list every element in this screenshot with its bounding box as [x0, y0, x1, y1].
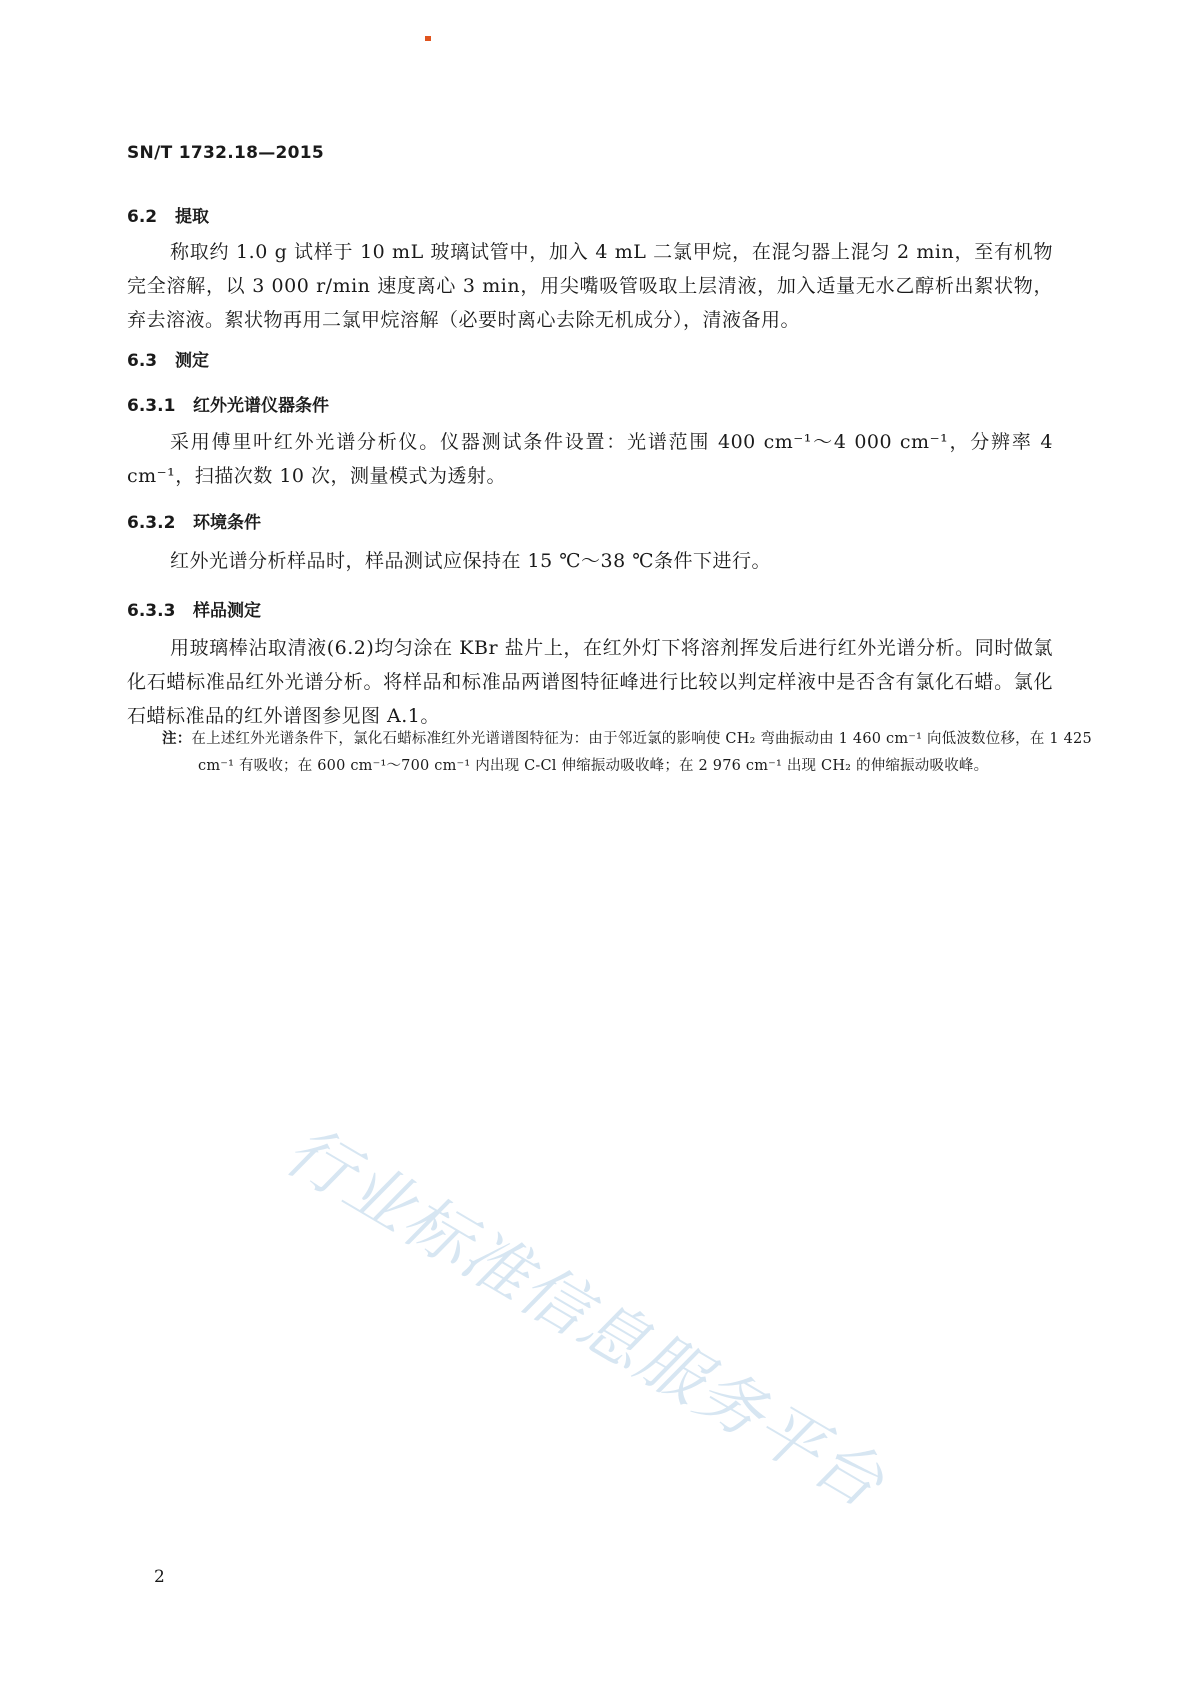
section-number: 6.3.2 — [127, 513, 176, 533]
paragraph-sample-test: 用玻璃棒沾取清液(6.2)均匀涂在 KBr 盐片上，在红外灯下将溶剂挥发后进行红外光谱分析。同时做氯化石蜡标准品红外光谱分析。将样品和标准品两谱图特征峰进行比较以判定样液中是否含有氯化石蜡。氯化石蜡标准品的红外谱图参见图 A.1。 — [127, 637, 1053, 727]
section-title: 测定 — [175, 351, 209, 371]
section-heading-6-2 — [127, 202, 209, 227]
section-title: 红外光谱仪器条件 — [193, 396, 329, 416]
section-heading-6-3 — [127, 346, 209, 371]
paragraph-environment: 红外光谱分析样品时，样品测试应保持在 15 ℃～38 ℃条件下进行。 — [170, 550, 771, 572]
page-corner-mark — [425, 36, 431, 41]
note — [162, 726, 1094, 780]
section-heading-6-3-3 — [127, 596, 261, 621]
standard-code: SN/T 1732.18—2015 — [127, 143, 325, 163]
note-text: 在上述红外光谱条件下，氯化石蜡标准红外光谱谱图特征为：由于邻近氯的影响使 CH₂ 弯曲振动由 1 460 cm⁻¹ 向低波数位移，在 1 425 cm⁻¹ 有吸收；在 600 cm⁻¹～700 cm⁻¹ 内出现 C-Cl 伸缩振动吸收峰；在 2 976 cm⁻¹ 出现 CH₂ 的伸缩振动吸收峰。 — [191, 731, 1092, 774]
section-title: 样品测定 — [193, 601, 261, 621]
section-heading-6-3-2 — [127, 508, 261, 533]
note-label: 注： — [162, 731, 192, 747]
watermark: 行业标准信息服务平台 — [272, 1111, 898, 1523]
paragraph-extraction: 称取约 1.0 g 试样于 10 mL 玻璃试管中，加入 4 mL 二氯甲烷，在混匀器上混匀 2 min，至有机物完全溶解，以 3 000 r/min 速度离心 3 min，用尖嘴吸管吸取上层清液，加入适量无水乙醇析出絮状物，弃去溶液。絮状物再用二氯甲烷溶解（必要时离心去除无机成分），清液备用。 — [127, 241, 1053, 331]
section-number: 6.2 — [127, 207, 158, 227]
section-title: 提取 — [175, 207, 209, 227]
section-heading-6-3-1 — [127, 391, 329, 416]
section-title: 环境条件 — [193, 513, 261, 533]
section-number: 6.3.3 — [127, 601, 176, 621]
section-number: 6.3.1 — [127, 396, 176, 416]
page-number: 2 — [154, 1567, 165, 1587]
section-number: 6.3 — [127, 351, 158, 371]
paragraph-ir-conditions: 采用傅里叶红外光谱分析仪。仪器测试条件设置：光谱范围 400 cm⁻¹～4 000 cm⁻¹，分辨率 4 cm⁻¹，扫描次数 10 次，测量模式为透射。 — [127, 431, 1053, 487]
